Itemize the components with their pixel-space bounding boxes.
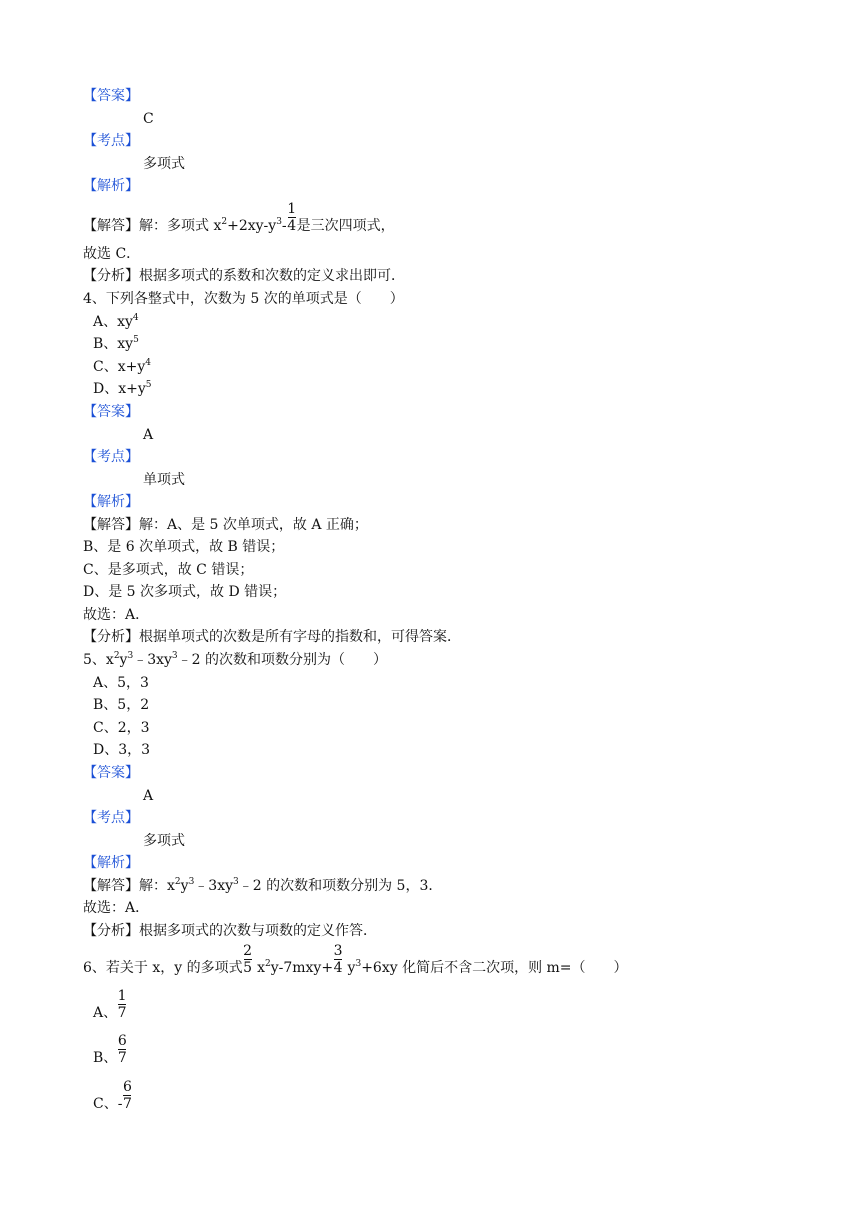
solution-text: 解：x [139,878,175,894]
exponent: 3 [188,877,195,887]
fraction-numerator: 3 [333,943,343,959]
exponent: 5 [133,335,139,345]
solution-text: ﹣2 的次数和项数分别为 5，3． [238,878,443,894]
topic-value: 多项式 [143,156,185,172]
stem-text: 5、x [83,652,114,668]
option-text: D、x+y [93,381,146,397]
solution-text: +2xy-y [227,218,277,234]
option-text: C、x+y [93,359,146,375]
stem-text: y [119,652,128,668]
fraction-denominator: 5 [243,960,253,976]
solution-text: - [281,218,287,234]
option-c: C、2，3 [93,720,150,736]
solution-text: 解：A、是 5 次单项式，故 A 正确； [139,517,368,533]
exponent: 3 [233,877,239,887]
option-c [93,358,151,376]
question-stem [83,943,628,977]
exponent: 3 [355,959,362,969]
topic-label: 【考点】 [83,810,139,826]
option-a: A、5，3 [93,675,149,691]
analysis-label: 【解析】 [83,855,139,871]
fraction-numerator: 2 [243,943,253,959]
option-c [93,1079,132,1113]
option-text: A、xy [93,314,133,330]
analysis-text: 根据多项式的系数和次数的定义求出即可． [139,268,405,284]
answer-label: 【答案】 [83,88,139,104]
solution-label: 【解答】 [83,218,139,234]
topic-value: 单项式 [143,472,185,488]
solution-label: 【解答】 [83,517,139,533]
analysis-text: 根据多项式的次数与项数的定义作答． [139,923,377,939]
solution-line [83,516,368,534]
option-d [93,380,152,398]
analysis-text: 根据单项式的次数是所有字母的指数和，可得答案． [139,629,461,645]
fraction-denominator: 4 [333,960,343,976]
conclusion: 故选：A． [83,607,150,623]
fraction-denominator: 7 [117,1005,127,1021]
exponent: 3 [276,217,282,227]
solution-text: 是三次四项式， [296,218,395,234]
stem-text: y-7mxy+ [270,960,334,976]
option-text: C、- [93,1096,123,1112]
answer-label: 【答案】 [83,765,139,781]
stem-text: 6、若关于 x，y 的多项式 [83,960,243,976]
solution-line: D、是 5 次多项式，故 D 错误； [83,584,287,600]
answer-value: A [143,788,154,804]
fraction [117,1033,127,1067]
stem-text: ﹣2 的次数和项数分别为（ ） [177,652,388,668]
option-a [93,313,139,331]
solution-line [83,201,395,235]
solution-line: C、是多项式，故 C 错误； [83,562,254,578]
option-text: A、 [93,1005,118,1021]
option-text: B、 [93,1050,118,1066]
solution-line: B、是 6 次单项式，故 B 错误； [83,539,285,555]
fraction [333,943,343,977]
fraction [122,1079,132,1113]
option-b [93,1033,127,1067]
topic-label: 【考点】 [83,449,139,465]
fraction [243,943,253,977]
conclusion: 故选：A． [83,900,150,916]
stem-text: +6xy 化简后不含二次项，则 m=（ ） [361,960,628,976]
solution-label: 【解答】 [83,878,139,894]
fraction-numerator: 6 [122,1079,132,1095]
analysis-tag: 【分析】 [83,629,139,645]
answer-value: A [143,427,154,443]
exponent: 2 [264,959,271,969]
option-text: B、xy [93,336,134,352]
topic-value: 多项式 [143,833,185,849]
stem-text: y [347,960,356,976]
analysis-tag: 【分析】 [83,268,139,284]
option-d: D、3，3 [93,742,151,758]
conclusion: 故选 C． [83,246,141,262]
solution-text: ﹣3xy [194,878,234,894]
fraction-numerator: 1 [287,201,297,217]
option-b: B、5，2 [93,697,150,713]
fraction-denominator: 7 [122,1096,132,1112]
exponent: 2 [113,651,120,661]
topic-label: 【考点】 [83,133,139,149]
option-b [93,335,139,353]
exponent: 5 [145,380,152,390]
answer-label: 【答案】 [83,404,139,420]
solution-text: y [180,878,189,894]
fraction [287,201,297,235]
fraction-denominator: 4 [287,218,297,234]
fraction-numerator: 6 [117,1033,127,1049]
analysis-line [83,267,405,285]
analysis-label: 【解析】 [83,494,139,510]
answer-value: C [143,111,154,127]
question-stem: 4、下列各整式中，次数为 5 次的单项式是（ ） [83,291,404,307]
solution-text: 解：多项式 x [139,218,222,234]
stem-text: x [257,960,265,976]
exponent: 4 [145,358,151,368]
analysis-line [83,628,461,646]
exponent: 4 [132,313,139,323]
solution-line [83,877,442,895]
fraction [117,988,127,1022]
fraction-denominator: 7 [117,1050,127,1066]
exponent: 2 [174,877,181,887]
exponent: 3 [127,651,134,661]
analysis-tag: 【分析】 [83,923,139,939]
option-a [93,988,127,1022]
question-stem [83,651,387,669]
analysis-line [83,922,377,940]
stem-text: ﹣3xy [133,652,172,668]
analysis-label: 【解析】 [83,178,139,194]
exponent: 2 [221,217,228,227]
fraction-numerator: 1 [117,988,127,1004]
exponent: 3 [171,651,178,661]
